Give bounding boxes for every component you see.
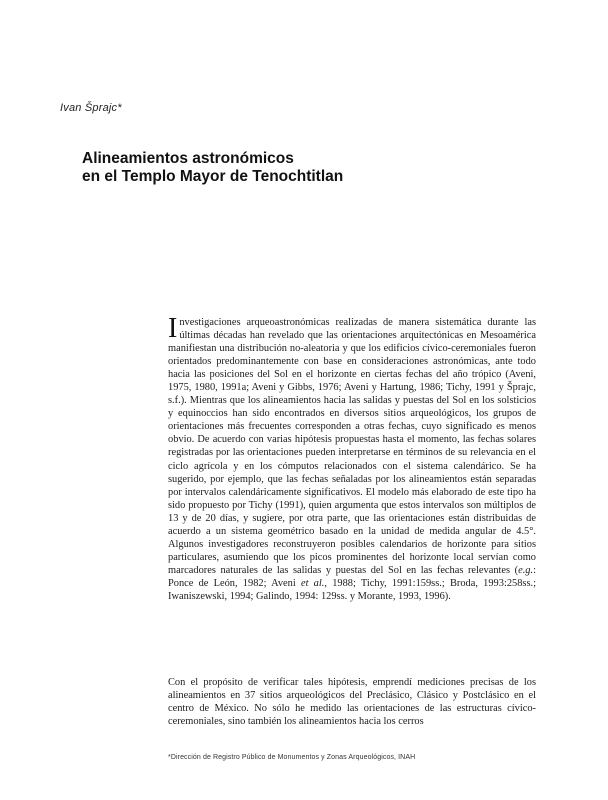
article-title bbox=[82, 150, 343, 186]
drop-cap: I bbox=[168, 313, 178, 344]
paragraph-1-eg: e.g. bbox=[518, 564, 534, 576]
paragraph-1-text-a: nvestigaciones arqueoastronómicas realizadas de manera sistemática durante las últimas décadas han revelado que las orientaciones arquitectónicas en Mesoamérica manifiestan una distribución no-aleatoria y que los edificios cívico-ceremoniales fueron orientados predominantemente con base en consideraciones astronómicas, ante todo hacia las posiciones del Sol en el horizonte en ciertas fechas del año trópico (Aveni, 1975, 1980, 1991a; Aveni y Gibbs, 1976; Aveni y Hartung, 1986; Tichy, 1991 y Šprajc, s.f.). Mientras que los alineamientos hacia las salidas y puestas del Sol en los solsticios y equinoccios han sido encontrados en diversos sitios arqueológicos, los grupos de orientaciones más frecuentes corresponden a otras fechas, cuyo significado es menos obvio. De acuerdo con varias hipótesis propuestas hasta el momento, las fechas solares registradas por las orientaciones pueden interpretarse en términos de su relevancia en el ciclo agrícola y en los cómputos relacionados con el sistema calendárico. Se ha sugerido, por ejemplo, que las fechas señaladas por los alineamientos están separadas por intervalos calendáricamente significativos. El modelo más elaborado de este tipo ha sido propuesto por Tichy (1991), quien argumenta que estos intervalos son múltiplos de 13 y de 20 días, y sugiere, por otra parte, que las orientaciones están distribuidas de acuerdo a un sistema geométrico basado en la unidad de medida angular de 4.5°. Algunos investigadores reconstruyeron posibles calendarios de horizonte para sitios particulares, asumiendo que los picos prominentes del horizonte local servían como marcadores naturales de las salidas y puestas del Sol en las fechas relevantes ( bbox=[168, 317, 536, 576]
article-title-line-2: en el Templo Mayor de Tenochtitlan bbox=[82, 168, 344, 185]
footnote: *Dirección de Registro Público de Monumentos y Zonas Arqueológicos, INAH bbox=[168, 754, 416, 761]
paragraph-1-text-b: : Ponce de León, 1982; Aveni bbox=[168, 564, 536, 589]
body-paragraph-1 bbox=[168, 313, 536, 603]
paragraph-1-etal: et al. bbox=[300, 577, 325, 589]
paragraph-1-text-c: , 1988; Tichy, 1991:159ss.; Broda, 1993:258ss.; Iwaniszewski, 1994; Galindo, 1994: 129ss. y Morante, 1993, 1996). bbox=[168, 577, 536, 602]
author-name: Ivan Šprajc* bbox=[60, 102, 122, 114]
paragraph-2-text: Con el propósito de verificar tales hipótesis, emprendí mediciones precisas de los alineamientos en 37 sitios arqueológicos del Preclásico, Clásico y Postclásico en el centro de México. No sólo he medido las orientaciones de las estructuras cívico-ceremoniales, sino también los alineamientos hacia los cerros bbox=[168, 677, 536, 728]
body-paragraph-2 bbox=[168, 676, 536, 728]
article-title-line-1: Alineamientos astronómicos bbox=[82, 150, 294, 167]
